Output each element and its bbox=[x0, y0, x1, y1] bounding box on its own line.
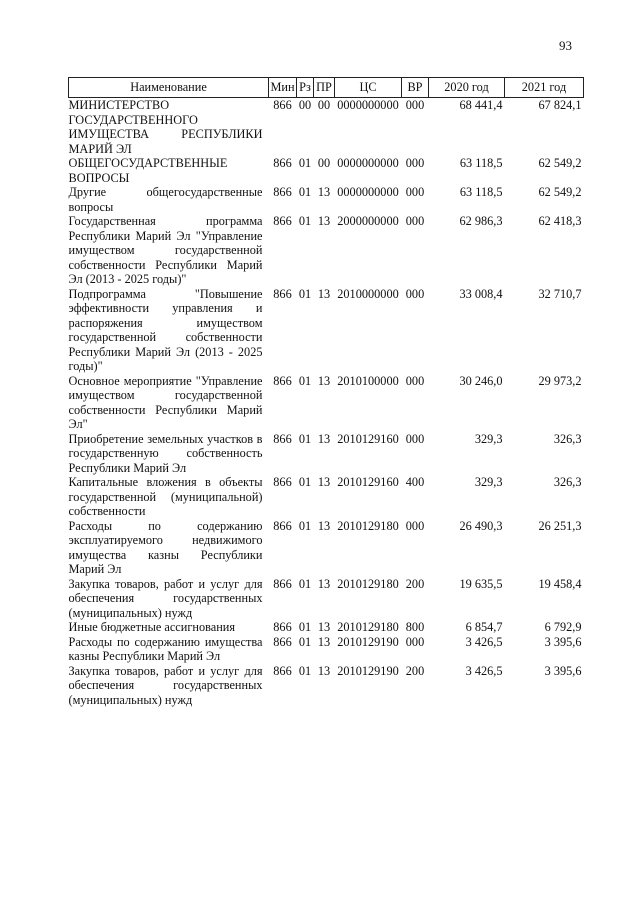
row-rz: 01 bbox=[298, 620, 312, 634]
row-amount-2020: 33 008,4 bbox=[459, 286, 503, 301]
row-vr: 000 bbox=[405, 156, 425, 170]
row-amount-2021: 29 973,2 bbox=[538, 373, 582, 388]
table-row bbox=[69, 432, 584, 476]
row-amount-2021: 62 549,2 bbox=[538, 185, 582, 199]
row-vr: 000 bbox=[405, 634, 425, 649]
row-min: 866 bbox=[273, 185, 292, 199]
row-name: Подпрограмма "Повышение эффективности управления и распоряжения имуществом государственной собственности Республики Марий Эл (2013 - 2025 годы)" bbox=[68, 286, 263, 373]
row-pr: 00 bbox=[317, 98, 331, 112]
table-row bbox=[69, 577, 584, 621]
column-header-2021: 2021 год bbox=[505, 78, 584, 98]
row-rz: 01 bbox=[298, 286, 312, 301]
row-pr: 13 bbox=[317, 373, 331, 388]
row-cs: 2010129180 bbox=[337, 518, 399, 533]
row-pr: 13 bbox=[317, 634, 331, 649]
row-amount-2020: 6 854,7 bbox=[465, 620, 503, 634]
row-min: 866 bbox=[273, 576, 292, 591]
row-amount-2021: 32 710,7 bbox=[538, 286, 582, 301]
row-cs: 0000000000 bbox=[337, 185, 399, 199]
table-row bbox=[69, 374, 584, 432]
row-amount-2020: 3 426,5 bbox=[465, 634, 503, 649]
table-row bbox=[69, 664, 584, 708]
row-name: Закупка товаров, работ и услуг для обеспечения государственных (муниципальных) нужд bbox=[68, 576, 263, 620]
row-rz: 01 bbox=[298, 156, 312, 170]
table-row bbox=[69, 214, 584, 287]
row-rz: 01 bbox=[298, 634, 312, 649]
row-name: Государственная программа Республики Марий Эл "Управление имуществом государственной собственности Республики Марий Эл (2013 - 2025 годы)" bbox=[68, 214, 263, 286]
row-pr: 13 bbox=[317, 431, 331, 446]
budget-table bbox=[68, 77, 584, 707]
row-name: Расходы по содержанию имущества казны Республики Марий Эл bbox=[68, 634, 263, 663]
row-pr: 13 bbox=[317, 185, 331, 199]
row-rz: 01 bbox=[298, 373, 312, 388]
row-amount-2020: 63 118,5 bbox=[459, 185, 503, 199]
row-min: 866 bbox=[273, 634, 292, 649]
row-amount-2021: 67 824,1 bbox=[538, 98, 582, 112]
row-rz: 00 bbox=[298, 98, 312, 112]
column-header-name: Наименование bbox=[69, 78, 269, 98]
row-pr: 13 bbox=[317, 518, 331, 533]
row-name: Основное мероприятие "Управление имуществом государственной собственности Республики Марий Эл" bbox=[68, 373, 263, 431]
table-row bbox=[69, 635, 584, 664]
table-row bbox=[69, 519, 584, 577]
column-header-cs: ЦС bbox=[335, 78, 402, 98]
row-cs: 2010129180 bbox=[337, 576, 399, 591]
row-pr: 13 bbox=[317, 620, 331, 634]
row-name: Приобретение земельных участков в государственную собственность Республики Марий Эл bbox=[68, 431, 263, 475]
row-name: ОБЩЕГОСУДАРСТВЕННЫЕ ВОПРОСЫ bbox=[68, 156, 228, 185]
row-amount-2021: 3 395,6 bbox=[544, 663, 582, 678]
row-vr: 000 bbox=[405, 98, 425, 112]
row-rz: 01 bbox=[298, 518, 312, 533]
row-pr: 13 bbox=[317, 576, 331, 591]
column-header-2020: 2020 год bbox=[429, 78, 505, 98]
row-name: МИНИСТЕРСТВО ГОСУДАРСТВЕННОГО ИМУЩЕСТВА РЕСПУБЛИКИ МАРИЙ ЭЛ bbox=[68, 98, 263, 156]
row-amount-2021: 326,3 bbox=[553, 431, 582, 446]
row-cs: 2010129180 bbox=[337, 620, 399, 634]
row-name: Закупка товаров, работ и услуг для обеспечения государственных (муниципальных) нужд bbox=[68, 663, 263, 707]
row-amount-2020: 329,3 bbox=[474, 475, 503, 489]
table-row bbox=[69, 156, 584, 185]
row-amount-2020: 30 246,0 bbox=[459, 373, 503, 388]
row-min: 866 bbox=[273, 286, 292, 301]
row-pr: 13 bbox=[317, 663, 331, 678]
row-vr: 000 bbox=[405, 518, 425, 533]
row-cs: 2010129160 bbox=[337, 475, 399, 489]
row-amount-2020: 68 441,4 bbox=[459, 98, 503, 112]
row-cs: 2010129160 bbox=[337, 431, 399, 446]
row-rz: 01 bbox=[298, 663, 312, 678]
row-name: Расходы по содержанию эксплуатируемого недвижимого имущества казны Республики Марий Эл bbox=[68, 518, 263, 576]
row-vr: 000 bbox=[405, 214, 425, 228]
row-amount-2020: 329,3 bbox=[474, 431, 503, 446]
row-amount-2020: 26 490,3 bbox=[459, 518, 503, 533]
row-vr: 400 bbox=[405, 475, 425, 489]
table-body bbox=[69, 98, 584, 708]
row-amount-2021: 26 251,3 bbox=[538, 518, 582, 533]
row-amount-2020: 62 986,3 bbox=[459, 214, 503, 228]
row-pr: 13 bbox=[317, 286, 331, 301]
row-min: 866 bbox=[273, 475, 292, 489]
row-cs: 2000000000 bbox=[337, 214, 399, 228]
table-row bbox=[69, 475, 584, 519]
row-amount-2020: 19 635,5 bbox=[459, 576, 503, 591]
row-cs: 2010000000 bbox=[337, 286, 399, 301]
row-vr: 000 bbox=[405, 286, 425, 301]
row-rz: 01 bbox=[298, 214, 312, 228]
row-min: 866 bbox=[273, 620, 292, 634]
row-pr: 13 bbox=[317, 475, 331, 489]
column-header-vr: ВР bbox=[402, 78, 429, 98]
row-cs: 2010129190 bbox=[337, 634, 399, 649]
row-rz: 01 bbox=[298, 185, 312, 199]
row-min: 866 bbox=[273, 663, 292, 678]
table-row bbox=[69, 185, 584, 214]
row-amount-2020: 63 118,5 bbox=[459, 156, 503, 170]
row-min: 866 bbox=[273, 373, 292, 388]
row-min: 866 bbox=[273, 214, 292, 228]
column-header-rz: Рз bbox=[297, 78, 314, 98]
row-amount-2021: 326,3 bbox=[553, 475, 582, 489]
row-vr: 000 bbox=[405, 185, 425, 199]
row-amount-2021: 62 549,2 bbox=[538, 156, 582, 170]
table-row bbox=[69, 620, 584, 635]
row-name: Иные бюджетные ассигнования bbox=[68, 620, 236, 634]
row-cs: 2010100000 bbox=[337, 373, 399, 388]
row-amount-2021: 6 792,9 bbox=[544, 620, 582, 634]
row-min: 866 bbox=[273, 156, 292, 170]
row-amount-2021: 62 418,3 bbox=[538, 214, 582, 228]
row-cs: 0000000000 bbox=[337, 156, 399, 170]
row-vr: 000 bbox=[405, 431, 425, 446]
row-amount-2021: 19 458,4 bbox=[538, 576, 582, 591]
table-row bbox=[69, 98, 584, 157]
row-vr: 200 bbox=[405, 663, 425, 678]
row-pr: 00 bbox=[317, 156, 331, 170]
row-vr: 200 bbox=[405, 576, 425, 591]
page-number: 93 bbox=[559, 38, 572, 53]
row-rz: 01 bbox=[298, 475, 312, 489]
row-vr: 800 bbox=[405, 620, 425, 634]
row-min: 866 bbox=[273, 98, 292, 112]
row-cs: 2010129190 bbox=[337, 663, 399, 678]
row-min: 866 bbox=[273, 431, 292, 446]
table-row bbox=[69, 287, 584, 374]
row-name: Капитальные вложения в объекты государственной (муниципальной) собственности bbox=[68, 475, 263, 518]
row-amount-2021: 3 395,6 bbox=[544, 634, 582, 649]
row-rz: 01 bbox=[298, 576, 312, 591]
row-rz: 01 bbox=[298, 431, 312, 446]
table-header-row bbox=[69, 78, 584, 98]
column-header-pr: ПР bbox=[314, 78, 335, 98]
row-min: 866 bbox=[273, 518, 292, 533]
row-amount-2020: 3 426,5 bbox=[465, 663, 503, 678]
row-name: Другие общегосударственные вопросы bbox=[68, 185, 263, 214]
row-cs: 0000000000 bbox=[337, 98, 399, 112]
row-pr: 13 bbox=[317, 214, 331, 228]
column-header-min: Мин bbox=[269, 78, 297, 98]
row-vr: 000 bbox=[405, 373, 425, 388]
